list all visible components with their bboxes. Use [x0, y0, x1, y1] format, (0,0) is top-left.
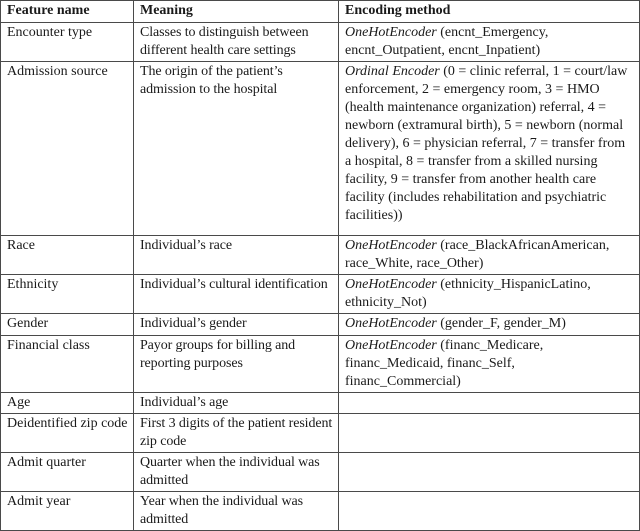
table-header-row [1, 1, 640, 23]
encoder-name: Ordinal Encoder [345, 64, 440, 79]
encoding-cell [339, 336, 640, 393]
table-row [1, 336, 640, 393]
encoding-detail: (gender_F, gender_M) [436, 316, 566, 331]
feature-name-cell: Ethnicity [1, 275, 134, 314]
encoder-name: OneHotEncoder [345, 25, 437, 40]
meaning-cell: The origin of the patient’s admission to the hospital [134, 62, 339, 236]
table-row [1, 236, 640, 275]
feature-name-cell: Race [1, 236, 134, 275]
encoding-cell [339, 275, 640, 314]
feature-name-cell: Admit year [1, 492, 134, 531]
encoding-cell [339, 23, 640, 62]
feature-name-cell: Admission source [1, 62, 134, 236]
meaning-cell: Quarter when the individual was admitted [134, 453, 339, 492]
meaning-cell: First 3 digits of the patient resident zip code [134, 414, 339, 453]
table-row [1, 275, 640, 314]
meaning-cell: Individual’s age [134, 393, 339, 414]
encoding-cell [339, 453, 640, 492]
encoding-cell [339, 314, 640, 336]
feature-name-cell: Encounter type [1, 23, 134, 62]
encoding-cell [339, 236, 640, 275]
encoding-detail: (encnt_Emergency, encnt_Outpatient, encnt_Inpatient) [345, 25, 549, 58]
table-row [1, 393, 640, 414]
encoder-name: OneHotEncoder [345, 338, 437, 353]
encoding-detail: (financ_Medicare, financ_Medicaid, financ_Self, financ_Commercial) [345, 338, 544, 389]
encoder-name: OneHotEncoder [345, 277, 437, 292]
feature-name-cell: Age [1, 393, 134, 414]
meaning-cell: Payor groups for billing and reporting purposes [134, 336, 339, 393]
encoding-cell [339, 62, 640, 236]
encoding-cell [339, 492, 640, 531]
table-row [1, 62, 640, 236]
table-row [1, 414, 640, 453]
encoder-name: OneHotEncoder [345, 316, 437, 331]
encoding-cell [339, 414, 640, 453]
table-row [1, 492, 640, 531]
feature-name-cell: Admit quarter [1, 453, 134, 492]
header-feature-name: Feature name [1, 1, 134, 23]
encoding-detail: (ethnicity_HispanicLatino, ethnicity_Not) [345, 277, 591, 310]
header-encoding-method: Encoding method [339, 1, 640, 23]
meaning-cell: Individual’s cultural identification [134, 275, 339, 314]
encoding-cell [339, 393, 640, 414]
header-meaning: Meaning [134, 1, 339, 23]
table-row [1, 453, 640, 492]
meaning-cell: Classes to distinguish between different health care settings [134, 23, 339, 62]
encoding-detail: (race_BlackAfricanAmerican, race_White, race_Other) [345, 238, 610, 271]
table-row [1, 314, 640, 336]
feature-name-cell: Deidentified zip code [1, 414, 134, 453]
feature-name-cell: Gender [1, 314, 134, 336]
meaning-cell: Year when the individual was admitted [134, 492, 339, 531]
encoding-detail: (0 = clinic referral, 1 = court/law enforcement, 2 = emergency room, 3 = HMO (health maintenance organization) referral, 4 = newborn (extramural birth), 5 = newborn (normal delivery), 6 = physician referral, 7 = transfer from a hospital, 8 = transfer from a skilled nursing facility, 9 = transfer from another health care facility (includes rehabilitation and psychiatric facilities)) [345, 64, 628, 223]
feature-name-cell: Financial class [1, 336, 134, 393]
meaning-cell: Individual’s race [134, 236, 339, 275]
encoder-name: OneHotEncoder [345, 238, 437, 253]
table-row [1, 23, 640, 62]
meaning-cell: Individual’s gender [134, 314, 339, 336]
